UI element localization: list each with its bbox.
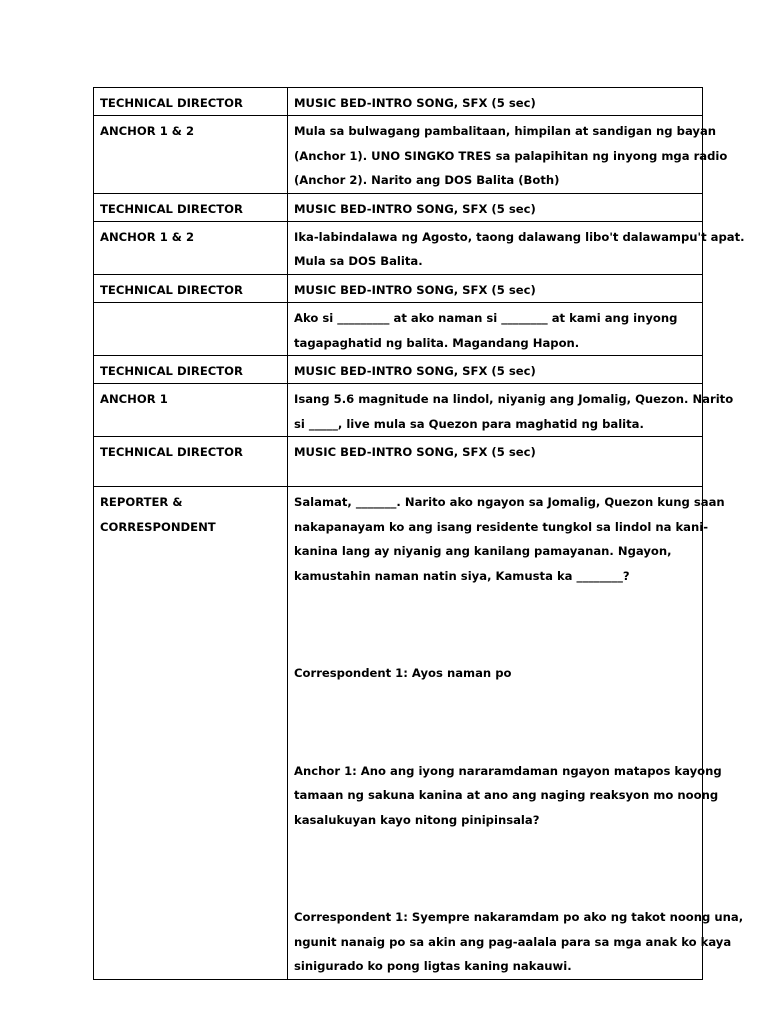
role-cell [94,88,288,116]
script-text-cell [288,88,703,116]
script-line: MUSIC BED-INTRO SONG, SFX (5 sec) [294,282,536,297]
script-table [93,87,745,980]
script-text-cell [288,487,744,979]
role-label: TECHNICAL DIRECTOR [100,96,243,110]
script-line: Salamat, _______. Narito ako ngayon sa Jomalig, Quezon kung saan [294,495,725,510]
script-row [94,356,703,384]
script-row [94,222,703,275]
script-line: tamaan ng sakuna kanina at ano ang naging reaksyon mo noong [294,788,719,803]
script-line: MUSIC BED-INTRO SONG, SFX (5 sec) [294,364,536,379]
script-line: MUSIC BED-INTRO SONG, SFX (5 sec) [294,96,536,110]
script-row [94,274,703,302]
script-line: Correspondent 1: Syempre nakaramdam po ako ng takot noong una, [294,910,744,925]
script-text-cell [288,274,703,302]
script-line [294,710,696,734]
script-text-cell [288,437,703,487]
script-line: (Anchor 1). UNO SINGKO TRES sa palapihitan ng inyong mga radio [294,148,728,163]
script-line: ngunit nanaig po sa akin ang pag-aalala para sa mga anak ko kaya [294,934,732,949]
script-line: Anchor 1: Ano ang iyong nararamdaman ngayon matapos kayong [294,763,722,778]
role-cell [94,437,288,487]
role-cell [94,384,288,437]
script-line: si _____, live mula sa Quezon para maghatid ng balita. [294,416,644,431]
script-text-cell [288,356,703,384]
script-line: Correspondent 1: Ayos naman po [294,666,512,681]
script-line: Mula sa DOS Balita. [294,254,423,269]
script-text-cell [288,116,728,193]
role-label: TECHNICAL DIRECTOR [100,445,243,460]
script-line [294,637,696,661]
script-row [94,116,703,193]
role-label: TECHNICAL DIRECTOR [100,201,243,216]
script-line: (Anchor 2). Narito ang DOS Balita (Both) [294,173,560,188]
role-label-line: CORRESPONDENT [100,519,216,534]
role-cell [94,116,288,193]
role-cell [94,356,288,384]
role-label: TECHNICAL DIRECTOR [100,364,243,379]
role-label: ANCHOR 1 [100,392,168,407]
script-text-cell [288,222,745,275]
script-row [94,487,703,979]
script-line: Ako si _________ at ako naman si ________ at kami ang inyong [294,311,678,326]
script-line [294,735,696,759]
script-line: kanina lang ay niyanig ang kanilang pamayanan. Ngayon, [294,544,672,559]
script-row [94,88,703,116]
script-line [294,832,696,856]
script-line: kamustahin naman natin siya, Kamusta ka ________? [294,568,630,583]
script-line [294,613,696,637]
script-line: nakapanayam ko ang isang residente tungkol sa lindol na kani- [294,519,709,534]
script-line: Isang 5.6 magnitude na lindol, niyanig ang Jomalig, Quezon. Narito [294,392,734,407]
script-line: Mula sa bulwagang pambalitaan, himpilan at sandigan ng bayan [294,124,717,139]
script-row [94,303,703,356]
role-label: ANCHOR 1 & 2 [100,124,195,139]
script-line [294,881,696,905]
role-cell [94,274,288,302]
script-row [94,193,703,221]
role-cell [94,303,288,356]
script-line [294,588,696,612]
role-label: TECHNICAL DIRECTOR [100,282,243,297]
script-text-cell [288,384,734,437]
role-cell [94,487,288,979]
script-line: sinigurado ko pong ligtas kaning nakauwi. [294,959,572,974]
script-text-cell [288,303,703,356]
role-label: ANCHOR 1 & 2 [100,230,195,245]
script-line [294,686,696,710]
script-line: MUSIC BED-INTRO SONG, SFX (5 sec) [294,445,536,460]
script-line [294,857,696,881]
script-text-cell [288,193,703,221]
script-line: MUSIC BED-INTRO SONG, SFX (5 sec) [294,201,536,216]
role-cell [94,193,288,221]
role-cell [94,222,288,275]
script-row [94,384,703,437]
script-body [94,88,745,980]
script-line: tagapaghatid ng balita. Magandang Hapon. [294,335,580,350]
script-line: Ika-labindalawa ng Agosto, taong dalawang libo't dalawampu't apat. [294,230,745,245]
role-label-line: REPORTER & [100,495,183,510]
script-line: kasalukuyan kayo nitong pinipinsala? [294,812,540,827]
script-row [94,437,703,487]
